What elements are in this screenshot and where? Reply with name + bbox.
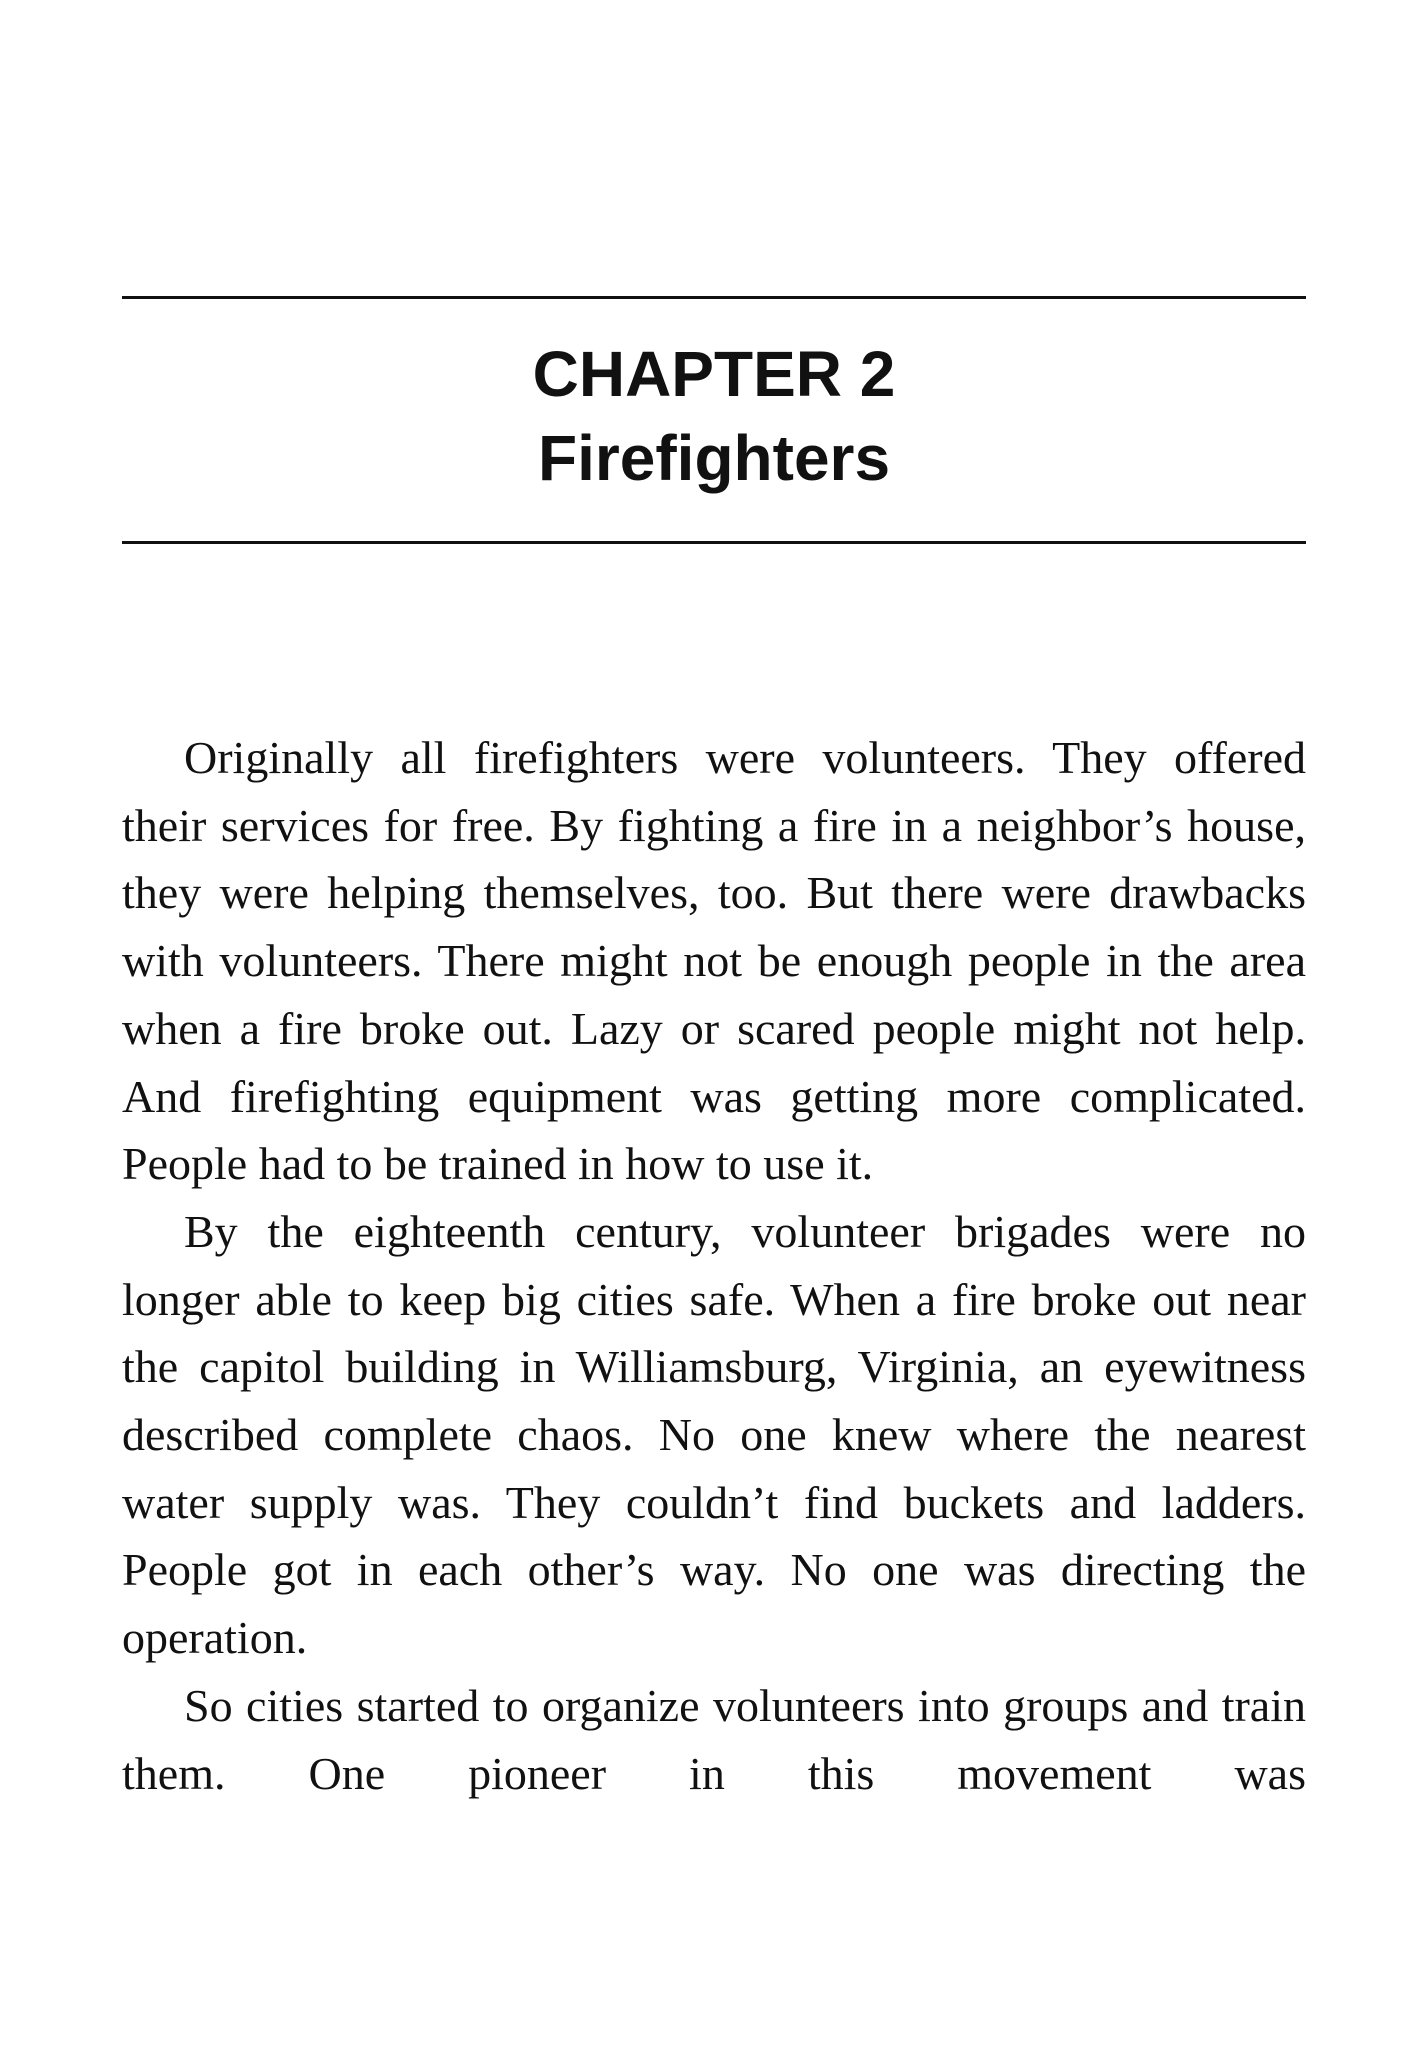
chapter-heading — [122, 332, 1306, 500]
paragraph: So cities started to organize volunteers into groups and train them. One pioneer in this movement was — [122, 1679, 1306, 1799]
paragraph: By the eighteenth century, volunteer brigades were no longer able to keep big cities safe. When a fire broke out near the capitol building in Williamsburg, Virginia, an eyewitness described complete chaos. No one knew where the nearest water supply was. They couldn’t find buckets and ladders. People got in each other’s way. No one was directing the operation. — [122, 1205, 1306, 1664]
bottom-divider-rule — [122, 541, 1306, 544]
chapter-number: CHAPTER 2 — [532, 338, 896, 410]
chapter-body — [122, 724, 1306, 1807]
top-divider-rule — [122, 296, 1306, 299]
chapter-title: Firefighters — [537, 422, 891, 494]
paragraph: Originally all firefighters were volunteers. They offered their services for free. By fighting a fire in a neighbor’s house, they were helping themselves, too. But there were drawbacks with volunteers. There might not be enough people in the area when a fire broke out. Lazy or scared people might not help. And firefighting equipment was getting more complicated. People had to be trained in how to use it. — [122, 732, 1306, 1190]
